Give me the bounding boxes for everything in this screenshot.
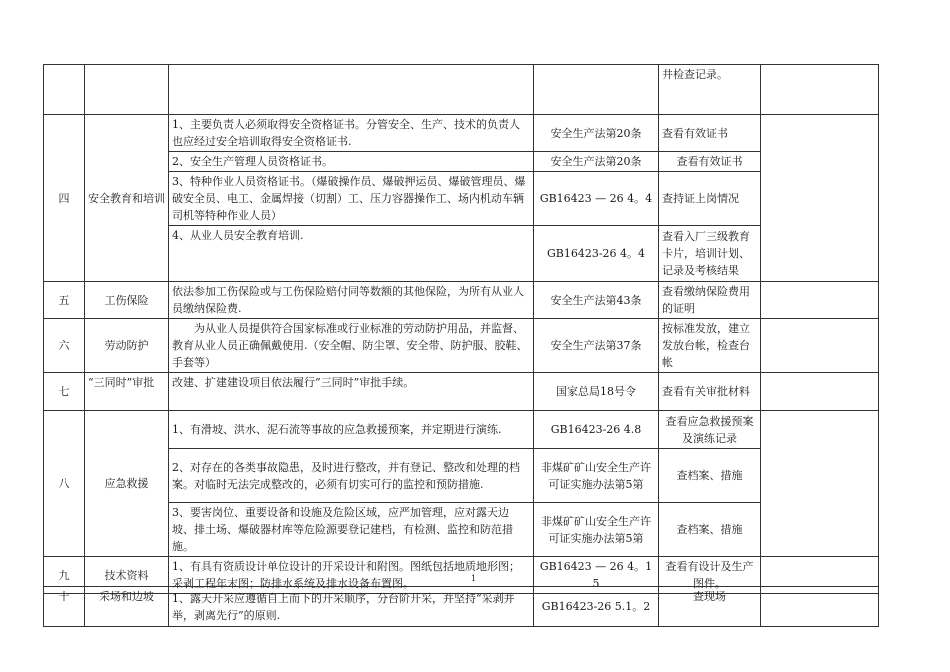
row-method: 查看入厂三级教育卡片，培训计划、记录及考核结果 [659,226,761,282]
row-content: 依法参加工伤保险或与工伤保险赔付同等数额的其他保险，为所有从业人员缴纳保险费. [169,282,534,319]
row-basis: GB16423 — 26 4。4 [534,172,659,226]
row-item: 采场和边坡 [85,587,169,627]
table-row [44,319,879,373]
row-number: 十 [44,587,85,627]
row-basis: 安全生产法第20条 [534,115,659,152]
table-row [44,115,879,152]
table-row [44,503,879,557]
row-basis: 安全生产法第20条 [534,152,659,172]
table-row [44,587,879,627]
table-row [44,65,879,115]
row-remark [761,411,879,557]
table-row [44,449,879,503]
row-remark [761,319,879,373]
row-remark [761,587,879,627]
row-number [44,65,85,115]
row-remark [761,282,879,319]
row-number: 八 [44,411,85,557]
row-method: 查现场 [659,587,761,627]
row-method: 按标准发放，建立发放台帐，检查台帐 [659,319,761,373]
row-content: 3、要害岗位、重要设备和设施及危险区域，应严加管理，应对露天边坡、排土场、爆破器材库等危险源要登记建档，有检测、监控和防范措施。 [169,503,534,557]
row-content: 为从业人员提供符合国家标准或行业标准的劳动防护用品，并监督、教育从业人员正确佩戴使用.（安全帽、防尘罩、安全带、防护服、胶鞋、手套等） [169,319,534,373]
row-content: 1、主要负责人必须取得安全资格证书。分管安全、生产、技术的负责人也应经过安全培训取得安全资格证书. [169,115,534,152]
row-basis: 安全生产法第37条 [534,319,659,373]
row-method: 查档案、措施 [659,503,761,557]
inspection-table-continued [43,586,879,627]
row-content: 3、特种作业人员资格证书。（爆破操作员、爆破押运员、爆破管理员、爆破安全员、电工、金属焊接（切割）工、压力容器操作工、场内机动车辆司机等特种作业人员） [169,172,534,226]
table-row [44,152,879,172]
row-method: 查看有设计及生产图件。 [659,557,761,594]
table-row [44,282,879,319]
row-method: 查看有效证书 [659,115,761,152]
row-content: 2、对存在的各类事故隐患，及时进行整改，并有登记、整改和处理的档案。对临时无法完成整改的，必须有切实可行的监控和预防措施. [169,449,534,503]
table-row [44,226,879,282]
row-item [85,65,169,115]
row-item: 工伤保险 [85,282,169,319]
row-remark [761,373,879,411]
row-item: 应急救援 [85,411,169,557]
row-method: 查看有效证书 [659,152,761,172]
row-remark [761,65,879,115]
row-method: 查持证上岗情况 [659,172,761,226]
row-basis: 安全生产法第43条 [534,282,659,319]
row-number: 九 [44,557,85,594]
row-basis: 国家总局18号令 [534,373,659,411]
row-content: 1、有滑坡、洪水、泥石流等事故的应急救援预案，并定期进行演练. [169,411,534,449]
row-number: 七 [44,373,85,411]
row-number: 四 [44,115,85,282]
page-number: 1 [471,574,477,583]
table-row [44,411,879,449]
row-basis: GB16423-26 4.8 [534,411,659,449]
row-number: 六 [44,319,85,373]
row-content: 2、安全生产管理人员资格证书。 [169,152,534,172]
row-content: 1、有具有资质设计单位设计的开采设计和附图。图纸包括地质地形图；采剥工程年末图；防排水系统及排水设备布置图。 [169,557,534,594]
table-row [44,373,879,411]
row-method: 查看缴纳保险费用的证明 [659,282,761,319]
row-item: 技术资料 [85,557,169,594]
row-method: 查看应急救援预案及演练记录 [659,411,761,449]
row-basis: 非煤矿矿山安全生产许可证实施办法第5第 [534,449,659,503]
row-method: 查档案、措施 [659,449,761,503]
row-basis: GB16423-26 4。4 [534,226,659,282]
row-item: 劳动防护 [85,319,169,373]
table-row [44,172,879,226]
row-basis: 非煤矿矿山安全生产许可证实施办法第5第 [534,503,659,557]
row-basis: GB16423-26 5.1。2 [534,587,659,627]
row-method: 查看有关审批材料 [659,373,761,411]
row-number: 五 [44,282,85,319]
row-basis: GB16423 — 26 4。15 [534,557,659,594]
row-content [169,65,534,115]
row-item: “三同时”审批 [85,373,169,411]
row-remark [761,115,879,282]
row-content: 4、从业人员安全教育培训. [169,226,534,282]
inspection-table [43,64,879,594]
row-method: 井检查记录。 [659,65,761,115]
row-item: 安全教育和培训 [85,115,169,282]
row-content: 改建、扩建建设项目依法履行“三同时”审批手续。 [169,373,534,411]
row-content: 1、露天开采应遵循自上而下的开采顺序，分台阶开采，并坚持“采剥并举，剥离先行”的原则. [169,587,534,627]
row-basis [534,65,659,115]
